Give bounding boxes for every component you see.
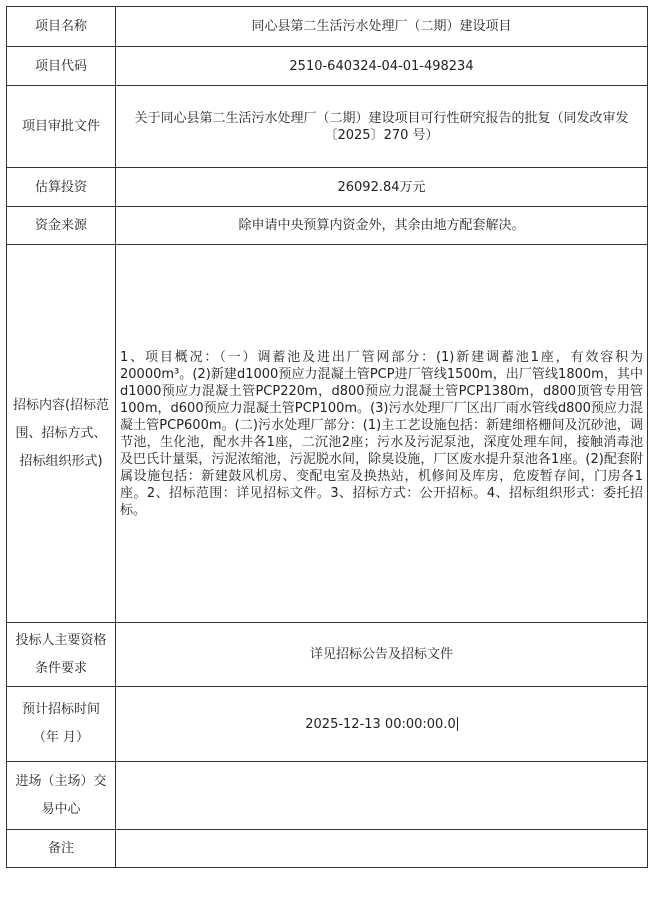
table-row bbox=[7, 7, 648, 47]
text-cursor bbox=[457, 717, 458, 731]
trading-center-label: 进场（主场）交易中心 bbox=[15, 773, 107, 817]
tender-content-value: 1、项目概况：（一）调蓄池及进出厂管网部分：(1)新建调蓄池1座，有效容积为20000m³。(2)新建d1000预应力混凝土管PCP进厂管线1500m，出厂管线1800m，其中d1000预应力混凝土管PCP220m，d800预应力混凝土管PCP1380m，d800顶管专用管100m，d600预应力混凝土管PCP100m。(3)污水处理厂厂区出厂雨水管线d800预应力混凝土管PCP600m。(二)污水处理厂部分：(1)主工艺设施包括：新建细格栅间及沉砂池，调节池，生化池，配水井各1座，二沉池2座；污水及污泥泵池，深度处理车间，接触消毒池及巴氏计量渠，污泥浓缩池，污泥脱水间，除臭设施，厂区废水提升泵池各1座。(2)配套附属设施包括：新建鼓风机房、变配电室及换热站，机修间及库房，危废暂存间，门房各1座。2、招标范围：详见招标文件。3、招标方式：公开招标。4、招标组织形式：委托招标。 bbox=[116, 245, 648, 623]
row-label bbox=[7, 623, 116, 687]
qualification-value: 详见招标公告及招标文件 bbox=[116, 623, 648, 687]
project-name-value: 同心县第二生活污水处理厂（二期）建设项目 bbox=[116, 7, 648, 47]
tender-time-label: 预计招标时间（年 月） bbox=[21, 702, 100, 745]
table-row bbox=[7, 830, 648, 868]
tender-time-value: 2025-12-13 00:00:00.0 bbox=[305, 716, 456, 732]
row-label bbox=[7, 762, 116, 830]
project-code-value: 2510-640324-04-01-498234 bbox=[116, 47, 648, 86]
table-row bbox=[7, 762, 648, 830]
row-label: 估算投资 bbox=[7, 168, 116, 207]
row-label: 项目名称 bbox=[7, 7, 116, 47]
row-label: 项目代码 bbox=[7, 47, 116, 86]
qualification-label: 投标人主要资格条件要求 bbox=[15, 632, 107, 676]
remarks-value bbox=[116, 830, 648, 868]
table-row bbox=[7, 687, 648, 762]
approval-document-value: 关于同心县第二生活污水处理厂（二期）建设项目可行性研究报告的批复（同发改审发〔2025〕270 号） bbox=[116, 86, 648, 168]
table-row bbox=[7, 47, 648, 86]
row-label bbox=[7, 245, 116, 623]
table-row bbox=[7, 86, 648, 168]
table-row bbox=[7, 207, 648, 245]
table-row bbox=[7, 168, 648, 207]
funding-source-value: 除申请中央预算内资金外，其余由地方配套解决。 bbox=[116, 207, 648, 245]
row-label bbox=[7, 687, 116, 762]
trading-center-value bbox=[116, 762, 648, 830]
row-label: 资金来源 bbox=[7, 207, 116, 245]
table-row bbox=[7, 245, 648, 623]
tender-content-label: 招标内容(招标范围、招标方式、招标组织形式) bbox=[12, 397, 110, 469]
estimated-investment-value: 26092.84万元 bbox=[116, 168, 648, 207]
row-label: 备注 bbox=[7, 830, 116, 868]
table-row bbox=[7, 623, 648, 687]
project-info-table bbox=[6, 6, 648, 868]
tender-time-cell[interactable] bbox=[116, 687, 648, 762]
row-label: 项目审批文件 bbox=[7, 86, 116, 168]
